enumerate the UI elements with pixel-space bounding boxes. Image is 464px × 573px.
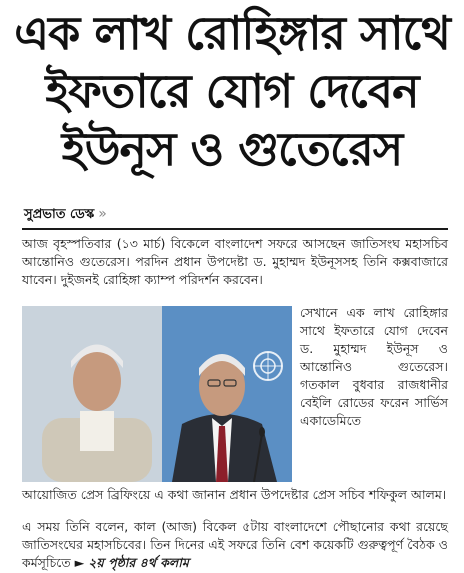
byline xyxy=(24,205,107,226)
paragraph-4-text: এ সময় তিনি বলেন, কাল (আজ) বিকেল ৫টায় বাংলাদেশে পৌছানোর কথা রয়েছে জাতিসংঘের মহাসচিবের। তিন দিনের এই সফরে তিনি বেশ কয়েকটি গুরুত্বপূর্ণ বৈঠক ও কর্মসূচিতে xyxy=(22,519,448,570)
person-left-face xyxy=(73,351,121,411)
person-left-collar xyxy=(80,411,114,451)
chevron-right-icon: » xyxy=(98,206,107,222)
article-photo xyxy=(22,306,292,482)
photo-illustration xyxy=(22,306,292,482)
article-paragraph-3: আয়োজিত প্রেস ব্রিফিংয়ে এ কথা জানান প্রধান উপদেষ্টার প্রেস সচিব শফিকুল আলম। xyxy=(22,487,447,502)
headline xyxy=(0,4,464,178)
article-paragraph-2: সেখানে এক লাখ রোহিঙ্গার সাথে ইফতারে যোগ দেবেন ড. মুহাম্মদ ইউনূস ও আন্তোনিও গুতেরেস। গতকাল বুধবার রাজধানীর বেইলি রোডের ফরেন সার্ভিস একাডেমিতে xyxy=(300,305,448,428)
article-paragraph-1: আজ বৃহস্পতিবার (১৩ মার্চ) বিকেলে বাংলাদেশ সফরে আসছেন জাতিসংঘ মহাসচিব আন্তোনিও গুতেরেস। পরদিন প্রধান উপদেষ্টা ড. মুহাম্মদ ইউনূসসহ তিনি কক্সবাজারে যাবেন। দুইজনই রোহিঙ্গা ক্যাম্প পরিদর্শন করবেন। xyxy=(22,236,448,287)
divider-rule xyxy=(22,228,448,230)
arrow-right-icon: ► xyxy=(74,555,85,570)
continued-on-page-link[interactable]: ২য় পৃষ্ঠার ৪র্থ কলাম xyxy=(88,555,189,570)
headline-line-3: ইউনূস ও গুতেরেস xyxy=(61,122,403,176)
headline-line-2: ইফতারে যোগ দেবেন xyxy=(45,64,419,118)
desk-name: সুপ্রভাত ডেস্ক xyxy=(24,207,95,222)
headline-line-1: এক লাখ রোহিঙ্গার সাথে xyxy=(14,6,450,60)
article-paragraph-4 xyxy=(22,518,448,572)
un-emblem-icon xyxy=(254,352,282,380)
